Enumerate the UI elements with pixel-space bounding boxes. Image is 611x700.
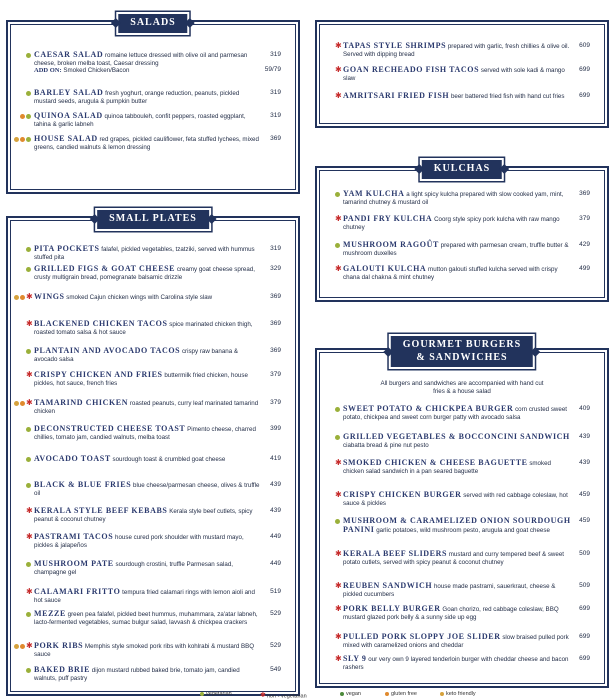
menu-item-description: house made pastrami, sauerkraut, cheese & pickled cucumbers: [343, 583, 556, 598]
menu-item-text: [343, 265, 571, 281]
diet-marks: [323, 583, 341, 591]
menu-item-price: 699: [579, 605, 590, 612]
diet-marks: [14, 456, 32, 464]
menu-item-price: 699: [579, 633, 590, 640]
menu-item-price: 549: [270, 666, 281, 673]
menu-item-description: blue cheese/parmesan cheese, olives & truffle oil: [34, 482, 260, 497]
menu-item-description: sourdough crostini, truffle Parmesan salad, champagne gel: [34, 561, 233, 576]
menu-item-text: [34, 347, 262, 363]
menu-item-description: house cured pork shoulder with mustard mayo, pickles & jalapeños: [34, 534, 244, 549]
veg-icon: [26, 267, 31, 272]
veg-icon: [26, 668, 31, 673]
menu-item-name: AVOCADO TOAST: [34, 454, 111, 463]
menu-item-text: [343, 433, 571, 449]
menu-item-description: crispy raw banana & avocado salsa: [34, 348, 238, 363]
kulchas-panel: [315, 163, 609, 302]
menu-item-price: 369: [270, 135, 281, 142]
menu-item-name: CAESAR SALAD: [34, 50, 104, 59]
menu-item-description: tempura fried calamari rings with lemon aioli and hot sauce: [34, 589, 255, 604]
kulchas-title: KULCHAS: [420, 158, 504, 181]
diet-marks: [323, 656, 341, 664]
menu-item-description: Pimento cheese, charred chillies, tomato jam, candied walnuts, melba toast: [34, 426, 256, 441]
addon-label: ADD ON:: [34, 67, 62, 75]
veg-icon: [26, 247, 31, 252]
menu-item-name: GALOUTI KULCHA: [343, 264, 427, 273]
menu-item-price: 419: [270, 455, 281, 462]
veg-icon: [200, 692, 204, 696]
menu-item-description: mustard and curry tempered beef & sweet potato cutlets, served with spicy peanut & coconut chutney: [343, 551, 564, 566]
menu-item-name: MUSHROOM & CARAMELIZED ONION SOURDOUGH PANINI: [343, 516, 571, 534]
diet-legend: [200, 690, 600, 699]
menu-item-text: [34, 481, 262, 497]
menu-item-description: slow braised pulled pork mixed with caramelized onions and cheddar: [343, 634, 569, 649]
menu-item-text: [34, 245, 262, 261]
diet-marks: [323, 434, 341, 442]
non-veg-icon: ✱: [26, 641, 33, 650]
diet-marks: [14, 508, 32, 516]
menu-item-price: 369: [270, 320, 281, 327]
diet-marks: [14, 372, 32, 380]
menu-item-description: Coorg style spicy pork kulcha with raw mango chutney: [343, 216, 560, 231]
menu-item-price: 449: [270, 533, 281, 540]
non-veg-icon: ✱: [335, 65, 342, 74]
gf-icon: [20, 114, 25, 119]
burgers-title-line1: GOURMET BURGERS: [402, 339, 522, 350]
veg-icon: [335, 519, 340, 524]
menu-item-text: [34, 399, 262, 415]
diet-marks: [323, 634, 341, 642]
menu-item-name: BAKED BRIE: [34, 665, 91, 674]
diet-marks: [14, 643, 32, 651]
non-veg-icon: ✱: [26, 370, 33, 379]
menu-item-price: 699: [579, 92, 590, 99]
menu-item-text: [343, 491, 571, 507]
non-veg-icon: ✱: [26, 292, 33, 301]
menu-item-text: [343, 190, 571, 206]
menu-item-text: [343, 517, 571, 534]
menu-item-description: creamy goat cheese spread, crusty multigrain bread, pomegranate balsamic drizzle: [34, 266, 255, 281]
menu-item-name: SLY 9: [343, 654, 367, 663]
menu-item-description: fresh yoghurt, orange reduction, peanuts, pickled mustard seeds, arugula & pumpkin butter: [34, 90, 240, 105]
menu-item-description: our very own 9 layered tenderloin burger with cheddar cheese and bacon rashers: [343, 656, 569, 671]
menu-item-description: prepared with parmesan cream, truffle butter & mushroom duxelles: [343, 242, 569, 257]
menu-item-text: [34, 320, 262, 336]
menu-item-text: [343, 92, 571, 101]
menu-item-text: [34, 455, 262, 464]
menu-item-text: [34, 112, 262, 128]
menu-item-price: 429: [579, 241, 590, 248]
menu-item-price: 529: [270, 642, 281, 649]
keto-icon: [440, 692, 444, 696]
menu-item-name: GRILLED VEGETABLES & BOCCONCINI SANDWICH: [343, 432, 570, 441]
menu-item-price: 369: [270, 293, 281, 300]
menu-item-price: 509: [579, 550, 590, 557]
small-plates-panel: [6, 213, 300, 696]
diet-marks: [323, 216, 341, 224]
menu-item-name: HOUSE SALAD: [34, 134, 98, 143]
menu-item-name: KERALA STYLE BEEF KEBABS: [34, 506, 168, 515]
menu-item-text: [34, 89, 262, 105]
veg-icon: [335, 407, 340, 412]
menu-item-text: [34, 642, 262, 658]
menu-item-text: [343, 655, 571, 671]
menu-item-description: red grapes, pickled cauliflower, feta stuffed lychees, mixed greens, candied walnuts & lemon dressing: [34, 136, 259, 151]
menu-item-name: PORK BELLY BURGER: [343, 604, 441, 613]
kulchas-items: [323, 190, 601, 296]
diet-marks: [323, 406, 341, 414]
menu-item-description: mutton galouti stuffed kulcha served with crispy chana dal chakna & mint chutney: [343, 266, 558, 281]
gf-icon: [385, 692, 389, 696]
veg-icon: [26, 457, 31, 462]
diet-marks: [323, 93, 341, 101]
legend-label: gluten free: [391, 691, 417, 697]
menu-item-name: SWEET POTATO & CHICKPEA BURGER: [343, 404, 514, 413]
menu-item-description: served with sole kadi & mango slaw: [343, 67, 565, 82]
burgers-items: [323, 405, 601, 682]
menu-item-price: 329: [270, 265, 281, 272]
menu-item-description: falafel, pickled vegetables, tzatziki, served with hummus stuffed pita: [34, 246, 255, 261]
burgers-title: [389, 334, 535, 369]
diet-marks: [14, 667, 32, 675]
salads-items: [14, 51, 292, 188]
menu-item-name: KERALA BEEF SLIDERS: [343, 549, 448, 558]
diet-marks: [14, 482, 32, 490]
small-plates-items: [14, 245, 292, 690]
non-veg-icon: ✱: [335, 458, 342, 467]
menu-item-price: 319: [270, 89, 281, 96]
veg-icon: [335, 192, 340, 197]
non-veg-icon: ✱: [335, 264, 342, 273]
menu-item-name: DECONSTRUCTED CHEESE TOAST: [34, 424, 186, 433]
non-veg-icon: ✱: [335, 91, 342, 100]
menu-item-price: 439: [270, 481, 281, 488]
addon-price: 59/79: [264, 66, 281, 73]
diet-marks: [14, 113, 32, 121]
menu-item-name: MUSHROOM RAGOÛT: [343, 240, 439, 249]
non-veg-icon: ✱: [335, 41, 342, 50]
menu-item-name: TAMARIND CHICKEN: [34, 398, 129, 407]
diet-marks: [323, 43, 341, 51]
legend-label: keto friendly: [446, 691, 476, 697]
menu-item-description: roasted peanuts, curry leaf marinated tamarind chicken: [34, 400, 259, 415]
diet-marks: [14, 136, 32, 144]
veg-icon: [26, 349, 31, 354]
menu-item-text: [343, 66, 571, 82]
menu-item-text: [343, 459, 571, 475]
menu-item-description: corn crusted sweet potato, chickpea and sweet corn burger patty with avocado salsa: [343, 406, 567, 421]
menu-item-price: 379: [579, 215, 590, 222]
seafood-panel: [315, 20, 609, 128]
menu-item-text: [343, 633, 571, 649]
menu-item-text: [343, 582, 571, 598]
small-plates-title: SMALL PLATES: [95, 208, 211, 231]
menu-item-text: [34, 507, 262, 523]
menu-item-price: 699: [579, 655, 590, 662]
menu-item-name: PULLED PORK SLOPPY JOE SLIDER: [343, 632, 501, 641]
legend-item: [200, 691, 232, 697]
keto-icon: [14, 644, 19, 649]
menu-item-description: buttermilk fried chicken, house pickles, hot sauce, french fries: [34, 372, 248, 387]
menu-item-description: served with red cabbage coleslaw, hot sauce & pickles: [343, 492, 568, 507]
menu-item-name: GOAN RECHEADO FISH TACOS: [343, 65, 480, 74]
menu-item-price: 319: [270, 112, 281, 119]
menu-item-text: [34, 293, 262, 302]
menu-item-price: 319: [270, 245, 281, 252]
menu-item-price: 519: [270, 588, 281, 595]
menu-item-description: dijon mustard rubbed baked brie, tomato jam, candied walnuts, puff pastry: [34, 667, 240, 682]
non-veg-icon: ✱: [335, 581, 342, 590]
gf-icon: [20, 644, 25, 649]
keto-icon: [14, 401, 19, 406]
menu-item-price: 369: [270, 347, 281, 354]
diet-marks: [14, 589, 32, 597]
diet-marks: [323, 492, 341, 500]
diet-marks: [323, 606, 341, 614]
menu-item-name: GRILLED FIGS & GOAT CHEESE: [34, 264, 176, 273]
legend-item: [260, 691, 307, 700]
menu-item-price: 499: [579, 265, 590, 272]
burgers-panel: [315, 339, 609, 688]
seafood-items: [323, 42, 601, 122]
menu-item-description: spice marinated chicken thigh, roasted tomato salsa & hot sauce: [34, 321, 253, 336]
menu-item-price: 379: [270, 399, 281, 406]
non-veg-icon: ✱: [335, 490, 342, 499]
legend-item: [385, 691, 417, 697]
menu-item-name: CRISPY CHICKEN BURGER: [343, 490, 462, 499]
veg-icon: [335, 435, 340, 440]
diet-marks: [14, 561, 32, 569]
non-veg-icon: ✱: [260, 692, 266, 699]
diet-marks: [14, 52, 32, 60]
menu-item-description: green pea falafel, pickled beet hummus, muhammara, za'atar labneh, lacto-fermented vegetables, sumac bulgur salad, lavvash & chickpea crackers: [34, 611, 258, 626]
non-veg-icon: ✱: [26, 506, 33, 515]
menu-item-description: Memphis style smoked pork ribs with kohlrabi & mustard BBQ sauce: [34, 643, 255, 658]
gf-icon: [20, 401, 25, 406]
menu-item-description: prepared with garlic, fresh chillies & olive oil. Served with dipping bread: [343, 43, 570, 58]
veg-icon: [335, 243, 340, 248]
menu-item-description: smoked Cajun chicken wings with Carolina style slaw: [66, 294, 213, 301]
diet-marks: [323, 518, 341, 526]
menu-item-name: PANDI FRY KULCHA: [343, 214, 433, 223]
menu-item-name: MEZZE: [34, 609, 66, 618]
non-veg-icon: ✱: [335, 604, 342, 613]
keto-icon: [14, 295, 19, 300]
salads-title: SALADS: [116, 12, 189, 35]
menu-item-description: a light spicy kulcha prepared with slow cooked yam, mint, tamarind chutney & mustard oil: [343, 191, 564, 206]
non-veg-icon: ✱: [26, 319, 33, 328]
menu-item-description: ciabatta bread & pine nut pesto: [343, 441, 429, 449]
non-veg-icon: ✱: [335, 654, 342, 663]
legend-label: non - vegetarian: [266, 693, 307, 700]
menu-item-description: garlic potatoes, wild mushroom pesto, arugula and goat cheese: [376, 526, 550, 534]
menu-item-text: [34, 666, 262, 682]
diet-marks: [323, 460, 341, 468]
menu-item-text: [34, 425, 262, 441]
legend-item: [440, 691, 476, 697]
salads-panel: [6, 17, 300, 194]
menu-item-price: 319: [270, 51, 281, 58]
menu-item-name: WINGS: [34, 292, 65, 301]
menu-item-description: beer battered fried fish with hand cut fries: [450, 93, 565, 100]
menu-item-name: PASTRAMI TACOS: [34, 532, 114, 541]
veg-icon: [26, 53, 31, 58]
menu-item-name: YAM KULCHA: [343, 189, 405, 198]
menu-item-price: 509: [579, 582, 590, 589]
menu-item-name: AMRITSARI FRIED FISH: [343, 91, 450, 100]
diet-marks: [14, 611, 32, 619]
menu-item-price: 609: [579, 42, 590, 49]
diet-marks: [14, 294, 32, 302]
non-veg-icon: ✱: [26, 532, 33, 541]
veg-icon: [26, 137, 31, 142]
menu-item-text: [34, 135, 262, 151]
non-veg-icon: ✱: [26, 587, 33, 596]
veg-icon: [26, 114, 31, 119]
burgers-note: All burgers and sandwiches are accompanied with hand cut fries & a house salad: [380, 380, 544, 395]
menu-item-price: 379: [270, 371, 281, 378]
keto-icon: [14, 137, 19, 142]
gf-icon: [20, 137, 25, 142]
non-veg-icon: ✱: [335, 214, 342, 223]
menu-item-name: REUBEN SANDWICH: [343, 581, 433, 590]
menu-item-price: 529: [270, 610, 281, 617]
menu-item-price: 449: [270, 560, 281, 567]
veg-icon: [26, 612, 31, 617]
diet-marks: [323, 242, 341, 250]
non-veg-icon: ✱: [335, 632, 342, 641]
menu-item-text: [34, 560, 262, 576]
diet-marks: [14, 400, 32, 408]
gf-icon: [20, 295, 25, 300]
menu-item-text: [34, 371, 262, 387]
menu-item-name: BLACK & BLUE FRIES: [34, 480, 132, 489]
diet-marks: [14, 266, 32, 274]
menu-item-text: [34, 265, 262, 281]
legend-label: vegan: [346, 691, 361, 697]
menu-item-text: [34, 588, 262, 604]
menu-item-text: [343, 550, 571, 566]
menu-item-name: MUSHROOM PATE: [34, 559, 114, 568]
menu-item-name: QUINOA SALAD: [34, 111, 103, 120]
menu-item-price: 409: [579, 405, 590, 412]
diet-marks: [14, 321, 32, 329]
menu-item-name: CALAMARI FRITTO: [34, 587, 121, 596]
menu-item-text: [34, 533, 262, 549]
diet-marks: [323, 191, 341, 199]
menu-item-name: PLANTAIN AND AVOCADO TACOS: [34, 346, 181, 355]
menu-item-addon: [34, 67, 262, 75]
diet-marks: [323, 266, 341, 274]
menu-item-text: [343, 405, 571, 421]
menu-item-description: Kerala style beef cutlets, spicy peanut & coconut chutney: [34, 508, 253, 523]
menu-item-name: CRISPY CHICKEN AND FRIES: [34, 370, 163, 379]
menu-item-text: [343, 42, 571, 58]
diet-marks: [14, 246, 32, 254]
burgers-title-line2: & SANDWICHES: [416, 351, 508, 363]
menu-item-description: sourdough toast & crumbled goat cheese: [112, 456, 226, 463]
menu-item-name: BLACKENED CHICKEN TACOS: [34, 319, 168, 328]
non-veg-icon: ✱: [335, 549, 342, 558]
menu-item-price: 459: [579, 517, 590, 524]
menu-item-text: [343, 241, 571, 257]
menu-item-name: BARLEY SALAD: [34, 88, 104, 97]
legend-item: [340, 691, 361, 697]
menu-item-text: [343, 215, 571, 231]
menu-item-price: 399: [270, 425, 281, 432]
menu-item-text: [34, 51, 262, 75]
diet-marks: [14, 90, 32, 98]
menu-item-description: smoked chicken salad sandwich in a pan seared baguette: [343, 460, 551, 475]
veg-icon: [26, 562, 31, 567]
menu-item-price: 439: [579, 433, 590, 440]
diet-marks: [14, 348, 32, 356]
menu-item-price: 439: [579, 459, 590, 466]
menu-item-name: PORK RIBS: [34, 641, 84, 650]
non-veg-icon: ✱: [26, 398, 33, 407]
diet-marks: [14, 426, 32, 434]
diet-marks: [323, 67, 341, 75]
veg-icon: [26, 483, 31, 488]
menu-item-description: Goan chorizo, red cabbage coleslaw, BBQ mustard glazed pork belly & a sunny side up egg: [343, 606, 559, 621]
menu-item-price: 369: [579, 190, 590, 197]
menu-item-price: 699: [579, 66, 590, 73]
menu-item-name: PITA POCKETS: [34, 244, 100, 253]
menu-item-description: quinoa tabbouleh, confit peppers, roasted eggplant, tahina & garlic labneh: [34, 113, 246, 128]
menu-item-description: romaine lettuce dressed with olive oil and parmesan cheese, broken melba toast, Caesar dressing: [34, 52, 248, 67]
menu-item-price: 459: [579, 491, 590, 498]
addon-text: Smoked Chicken/Bacon: [61, 67, 130, 75]
diet-marks: [14, 534, 32, 542]
diet-marks: [323, 551, 341, 559]
veg-icon: [26, 427, 31, 432]
legend-label: vegetarian: [206, 691, 232, 697]
menu-item-name: TAPAS STYLE SHRIMPS: [343, 41, 447, 50]
menu-item-name: SMOKED CHICKEN & CHEESE BAGUETTE: [343, 458, 528, 467]
menu-item-price: 439: [270, 507, 281, 514]
veg-icon: [26, 91, 31, 96]
vegan-icon: [340, 692, 344, 696]
menu-item-text: [343, 605, 571, 621]
menu-item-text: [34, 610, 262, 626]
